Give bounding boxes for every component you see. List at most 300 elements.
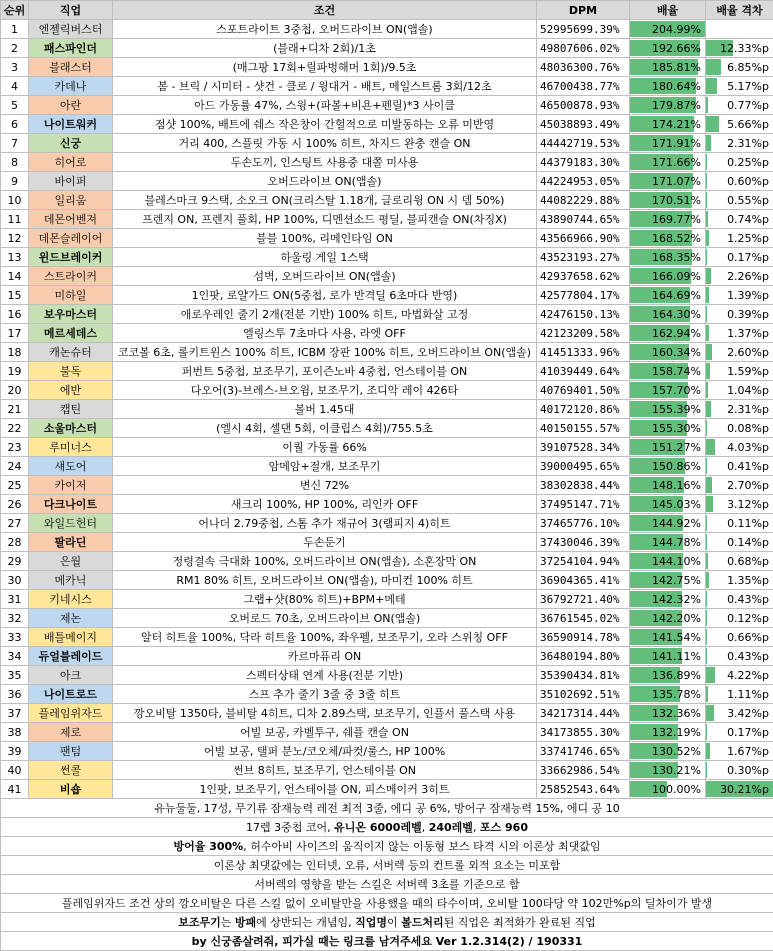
table-row <box>1 609 773 628</box>
ratio-gap-cell <box>706 514 773 533</box>
dpm-cell: 41451333.96% <box>537 343 630 362</box>
table-row <box>1 77 773 96</box>
ratio-gap-value: 2.26%p <box>706 268 773 285</box>
dpm-cell: 48036300.76% <box>537 58 630 77</box>
header-condition: 조건 <box>113 1 537 20</box>
dpm-cell: 40150155.57% <box>537 419 630 438</box>
table-row <box>1 343 773 362</box>
ratio-value: 155.39% <box>630 401 705 418</box>
job-cell: 데몬슬레이어 <box>29 229 113 248</box>
ratio-gap-value: 0.39%p <box>706 306 773 323</box>
condition-cell: 변신 72% <box>113 476 537 495</box>
dpm-cell: 37495147.71% <box>537 495 630 514</box>
condition-cell: 스펙터상태 연계 사용(전분 기반) <box>113 666 537 685</box>
ratio-cell <box>630 666 706 685</box>
dpm-cell: 37430046.39% <box>537 533 630 552</box>
dpm-cell: 37465776.10% <box>537 514 630 533</box>
table-row <box>1 248 773 267</box>
ratio-value: 169.77% <box>630 211 705 228</box>
condition-cell: 퍼번트 5중첩, 보조무기, 포이즌노바 4중첩, 언스테이블 ON <box>113 362 537 381</box>
table-row <box>1 324 773 343</box>
ratio-gap-value: 0.30%p <box>706 762 773 779</box>
ratio-gap-value: 0.43%p <box>706 648 773 665</box>
job-cell: 신궁 <box>29 134 113 153</box>
ratio-gap-cell <box>706 476 773 495</box>
condition-cell: 썬브 8히트, 보조무기, 언스테이블 ON <box>113 761 537 780</box>
job-cell: 비숍 <box>29 780 113 799</box>
dpm-cell: 52995699.39% <box>537 20 630 39</box>
ratio-cell <box>630 381 706 400</box>
dpm-cell: 44379183.30% <box>537 153 630 172</box>
rank-cell: 28 <box>1 533 29 552</box>
ratio-cell <box>630 20 706 39</box>
footnote-row <box>1 818 773 837</box>
ratio-gap-value: 1.35%p <box>706 572 773 589</box>
dpm-cell: 33662986.54% <box>537 761 630 780</box>
footnote-gear: 유뉴둘둘, 17성, 무기류 잠재능력 레전 최적 3줄, 에디 공 6%, 방어구 잠재능력 15%, 에디 공 10 <box>1 799 773 818</box>
condition-cell: 애로우레인 줄기 2개(전분 기반) 100% 히트, 마법화살 고정 <box>113 305 537 324</box>
ratio-gap-cell <box>706 172 773 191</box>
header-ratio-gap: 배율 격차 <box>706 1 773 20</box>
rank-cell: 41 <box>1 780 29 799</box>
ratio-gap-cell <box>706 115 773 134</box>
header-ratio: 배율 <box>630 1 706 20</box>
ratio-cell <box>630 647 706 666</box>
table-row <box>1 400 773 419</box>
job-cell: 나이트워커 <box>29 115 113 134</box>
ratio-cell <box>630 533 706 552</box>
table-row <box>1 704 773 723</box>
footnote-defense-value: 방어율 300% <box>174 840 244 853</box>
ratio-value: 144.78% <box>630 534 705 551</box>
ratio-cell <box>630 609 706 628</box>
ratio-gap-value: 12.33%p <box>706 40 773 57</box>
footnote-row <box>1 894 773 913</box>
ratio-cell <box>630 685 706 704</box>
footnote-flamewizard: 플레임위자드 조건 상의 깡오비탈은 다른 스킬 없이 오비탈만을 사용했을 때의 타수이며, 오비탈 100타당 약 102만%p의 딜차이가 발생 <box>1 894 773 913</box>
ratio-cell <box>630 172 706 191</box>
dpm-cell: 40769401.50% <box>537 381 630 400</box>
ratio-gap-value: 1.67%p <box>706 743 773 760</box>
job-cell: 카데나 <box>29 77 113 96</box>
dpm-cell: 41039449.64% <box>537 362 630 381</box>
condition-cell: 카르마퓨리 ON <box>113 647 537 666</box>
dpm-cell: 42123209.58% <box>537 324 630 343</box>
ratio-value: 168.52% <box>630 230 705 247</box>
ratio-cell <box>630 39 706 58</box>
table-row <box>1 666 773 685</box>
ratio-gap-value: 3.12%p <box>706 496 773 513</box>
dpm-cell: 39107528.34% <box>537 438 630 457</box>
table-row <box>1 590 773 609</box>
ratio-gap-cell <box>706 248 773 267</box>
table-row <box>1 153 773 172</box>
dpm-cell: 42577804.17% <box>537 286 630 305</box>
dpm-cell: 40172120.86% <box>537 400 630 419</box>
job-cell: 플레임위자드 <box>29 704 113 723</box>
ratio-gap-cell <box>706 571 773 590</box>
ratio-value: 145.03% <box>630 496 705 513</box>
job-cell: 미하일 <box>29 286 113 305</box>
rank-cell: 20 <box>1 381 29 400</box>
footnote-row <box>1 837 773 856</box>
ratio-gap-cell <box>706 780 773 799</box>
ratio-cell <box>630 438 706 457</box>
ratio-value: 100.00% <box>630 781 705 798</box>
table-row <box>1 571 773 590</box>
footnote-text: 에 상반되는 개념임, <box>256 916 355 929</box>
ratio-cell <box>630 362 706 381</box>
ratio-gap-value: 5.17%p <box>706 78 773 95</box>
ratio-value: 180.64% <box>630 78 705 95</box>
condition-cell: 블레스마크 9스택, 소오크 ON(크리스탈 1.18개, 글로리윙 ON 시 뎀 50%) <box>113 191 537 210</box>
footnote-text: , 허수아비 사이즈의 움직이지 않는 이동형 보스 타격 시의 이론상 최댓값임 <box>243 840 600 853</box>
ratio-value: 157.70% <box>630 382 705 399</box>
ratio-cell <box>630 191 706 210</box>
ratio-cell <box>630 552 706 571</box>
ratio-gap-cell <box>706 305 773 324</box>
condition-cell: 두손도끼, 인스팅트 사용중 대쫄 미사용 <box>113 153 537 172</box>
dpm-cell: 34217314.44% <box>537 704 630 723</box>
footnote-row <box>1 875 773 894</box>
ratio-cell <box>630 590 706 609</box>
job-cell: 데몬어벤져 <box>29 210 113 229</box>
ratio-gap-cell <box>706 324 773 343</box>
job-cell: 일리움 <box>29 191 113 210</box>
condition-cell: 어나더 2.79중첩, 스톰 추가 재규어 3(램피지 4)히트 <box>113 514 537 533</box>
ratio-cell <box>630 324 706 343</box>
footnote-level: 240레벨 <box>429 821 473 834</box>
ratio-value: 130.21% <box>630 762 705 779</box>
ratio-cell <box>630 210 706 229</box>
ratio-value: 164.69% <box>630 287 705 304</box>
ratio-value: 185.81% <box>630 59 705 76</box>
ratio-cell <box>630 400 706 419</box>
table-row <box>1 58 773 77</box>
table-row <box>1 286 773 305</box>
job-cell: 캐논슈터 <box>29 343 113 362</box>
table-row <box>1 172 773 191</box>
ratio-gap-value: 0.43%p <box>706 591 773 608</box>
condition-cell: 블블 100%, 리메인타임 ON <box>113 229 537 248</box>
ratio-gap-cell <box>706 229 773 248</box>
footnote-text: 17렙 3중첩 코어, <box>246 821 334 834</box>
dpm-cell: 43566966.90% <box>537 229 630 248</box>
condition-cell: 두손둔기 <box>113 533 537 552</box>
ratio-value: 142.20% <box>630 610 705 627</box>
job-cell: 제논 <box>29 609 113 628</box>
rank-cell: 9 <box>1 172 29 191</box>
job-cell: 아크 <box>29 666 113 685</box>
condition-cell: 이퀄 가동률 66% <box>113 438 537 457</box>
dpm-cell: 43890744.65% <box>537 210 630 229</box>
footnote-force: 포스 960 <box>480 821 528 834</box>
condition-cell: 어빌 보공, 카벨투구, 쉐플 캔슬 ON <box>113 723 537 742</box>
ratio-value: 141.54% <box>630 629 705 646</box>
job-cell: 히어로 <box>29 153 113 172</box>
job-cell: 듀얼블레이드 <box>29 647 113 666</box>
condition-cell: 1인팟, 보조무기, 언스테이블 ON, 피스메이커 3히트 <box>113 780 537 799</box>
job-cell: 제로 <box>29 723 113 742</box>
dpm-cell: 33741746.65% <box>537 742 630 761</box>
ratio-value: 136.89% <box>630 667 705 684</box>
job-cell: 불독 <box>29 362 113 381</box>
job-cell: 캡틴 <box>29 400 113 419</box>
ratio-value: 151.27% <box>630 439 705 456</box>
ratio-cell <box>630 780 706 799</box>
job-cell: 보우마스터 <box>29 305 113 324</box>
ratio-gap-value: 0.41%p <box>706 458 773 475</box>
ratio-value: 171.07% <box>630 173 705 190</box>
footnote-text: 는 <box>221 916 235 929</box>
footnote-core <box>1 818 773 837</box>
table-row <box>1 628 773 647</box>
table-row <box>1 476 773 495</box>
ratio-cell <box>630 248 706 267</box>
condition-cell: 코코볼 6초, 롤키트윈스 100% 히트, ICBM 장판 100% 히트, 오버드라이브 ON(앱솔) <box>113 343 537 362</box>
rank-cell: 17 <box>1 324 29 343</box>
ratio-gap-cell <box>706 495 773 514</box>
rank-cell: 33 <box>1 628 29 647</box>
dpm-cell: 35390434.81% <box>537 666 630 685</box>
rank-cell: 13 <box>1 248 29 267</box>
ratio-gap-cell <box>706 210 773 229</box>
job-cell: 메르세데스 <box>29 324 113 343</box>
rank-cell: 30 <box>1 571 29 590</box>
condition-cell: 오버드라이브 ON(앱솔) <box>113 172 537 191</box>
condition-cell: (블래+디차 2회)/1초 <box>113 39 537 58</box>
rank-cell: 15 <box>1 286 29 305</box>
ratio-gap-cell <box>706 286 773 305</box>
ratio-value: 142.75% <box>630 572 705 589</box>
ratio-value: 132.36% <box>630 705 705 722</box>
table-row <box>1 457 773 476</box>
job-cell: 아란 <box>29 96 113 115</box>
footnote-row <box>1 932 773 951</box>
dpm-cell: 49807606.02% <box>537 39 630 58</box>
ratio-cell <box>630 286 706 305</box>
ratio-gap-value: 2.60%p <box>706 344 773 361</box>
table-row <box>1 495 773 514</box>
ratio-gap-cell <box>706 438 773 457</box>
ratio-value: 141.11% <box>630 648 705 665</box>
condition-cell: 어빌 보공, 탤퍼 분노/코오체/파컷/룰스, HP 100% <box>113 742 537 761</box>
rank-cell: 26 <box>1 495 29 514</box>
ratio-value: 155.30% <box>630 420 705 437</box>
job-cell: 메카닉 <box>29 571 113 590</box>
condition-cell: 볼버 1.45대 <box>113 400 537 419</box>
rank-cell: 5 <box>1 96 29 115</box>
ratio-value: 204.99% <box>630 21 705 38</box>
ratio-cell <box>630 457 706 476</box>
ratio-gap-cell <box>706 77 773 96</box>
ratio-gap-value: 0.77%p <box>706 97 773 114</box>
header-rank: 순위 <box>1 1 29 20</box>
dpm-cell: 36480194.80% <box>537 647 630 666</box>
job-cell: 블래스터 <box>29 58 113 77</box>
job-cell: 스트라이커 <box>29 267 113 286</box>
ratio-gap-cell <box>706 134 773 153</box>
ratio-gap-value: 4.22%p <box>706 667 773 684</box>
dpm-cell: 44224953.05% <box>537 172 630 191</box>
rank-cell: 4 <box>1 77 29 96</box>
dpm-cell: 44442719.53% <box>537 134 630 153</box>
footnote-row <box>1 856 773 875</box>
ratio-gap-cell <box>706 590 773 609</box>
footnote-union: 유니온 6000레벨 <box>334 821 422 834</box>
job-cell: 바이퍼 <box>29 172 113 191</box>
dpm-cell: 36590914.78% <box>537 628 630 647</box>
ratio-gap-cell <box>706 362 773 381</box>
footnote-text: 이 <box>387 916 401 929</box>
rank-cell: 27 <box>1 514 29 533</box>
job-cell: 엔젤릭버스터 <box>29 20 113 39</box>
ratio-value: 166.09% <box>630 268 705 285</box>
table-row <box>1 210 773 229</box>
condition-cell: 봄 - 브릭 / 시미터 - 샷건 - 클로 / 윙대거 - 배트, 메일스트롬 3회/12초 <box>113 77 537 96</box>
ratio-gap-cell <box>706 609 773 628</box>
job-cell: 루미너스 <box>29 438 113 457</box>
condition-cell: 새크리 100%, HP 100%, 리인카 OFF <box>113 495 537 514</box>
footnote-text: 된 직업은 최적화가 완료된 직업 <box>444 916 596 929</box>
ratio-gap-cell <box>706 381 773 400</box>
ratio-cell <box>630 96 706 115</box>
dpm-cell: 43523193.27% <box>537 248 630 267</box>
ratio-cell <box>630 742 706 761</box>
ratio-gap-cell <box>706 666 773 685</box>
dpm-cell: 42937658.62% <box>537 267 630 286</box>
job-cell: 팔라딘 <box>29 533 113 552</box>
ratio-gap-value: 1.25%p <box>706 230 773 247</box>
ratio-cell <box>630 134 706 153</box>
condition-cell: 섬벽, 오버드라이브 ON(앱솔) <box>113 267 537 286</box>
rank-cell: 23 <box>1 438 29 457</box>
footnote-text: , <box>473 821 480 834</box>
ratio-cell <box>630 419 706 438</box>
ratio-gap-value: 2.31%p <box>706 135 773 152</box>
footnote-defense <box>1 837 773 856</box>
ratio-gap-value: 4.03%p <box>706 439 773 456</box>
ratio-cell <box>630 704 706 723</box>
condition-cell: 거리 400, 스플릿 가동 시 100% 히트, 차지드 완충 캔슬 ON <box>113 134 537 153</box>
rank-cell: 2 <box>1 39 29 58</box>
footnote-bold: 볼드처리 <box>401 916 444 929</box>
dpm-cell: 38302838.44% <box>537 476 630 495</box>
rank-cell: 12 <box>1 229 29 248</box>
footnote-legend <box>1 913 773 932</box>
dpm-cell: 36792721.40% <box>537 590 630 609</box>
dpm-cell: 39000495.65% <box>537 457 630 476</box>
condition-cell: 엘링스투 7초마다 사용, 라엣 OFF <box>113 324 537 343</box>
ratio-cell <box>630 514 706 533</box>
table-row <box>1 723 773 742</box>
table-row <box>1 419 773 438</box>
dpm-cell: 44082229.88% <box>537 191 630 210</box>
rank-cell: 34 <box>1 647 29 666</box>
ratio-cell <box>630 495 706 514</box>
ratio-gap-cell <box>706 153 773 172</box>
rank-cell: 40 <box>1 761 29 780</box>
ratio-value: 144.10% <box>630 553 705 570</box>
ratio-cell <box>630 476 706 495</box>
rank-cell: 3 <box>1 58 29 77</box>
ratio-cell <box>630 153 706 172</box>
condition-cell: RM1 80% 히트, 오버드라이브 ON(앱솔), 마미컨 100% 히트 <box>113 571 537 590</box>
header-dpm: DPM <box>537 1 630 20</box>
rank-cell: 39 <box>1 742 29 761</box>
ratio-cell <box>630 723 706 742</box>
header-row <box>1 1 773 20</box>
ratio-gap-cell <box>706 704 773 723</box>
ratio-gap-cell <box>706 20 773 39</box>
table-row <box>1 780 773 799</box>
ratio-value: 150.86% <box>630 458 705 475</box>
footnote-serverlag: 서버렉의 영향을 받는 스킬은 서버렉 3초를 기준으로 함 <box>1 875 773 894</box>
rank-cell: 36 <box>1 685 29 704</box>
ratio-gap-cell <box>706 58 773 77</box>
table-row <box>1 305 773 324</box>
table-row <box>1 267 773 286</box>
ratio-value: 164.30% <box>630 306 705 323</box>
ratio-value: 171.91% <box>630 135 705 152</box>
table-row <box>1 96 773 115</box>
rank-cell: 38 <box>1 723 29 742</box>
table-row <box>1 362 773 381</box>
rank-cell: 14 <box>1 267 29 286</box>
dpm-cell: 46500878.93% <box>537 96 630 115</box>
ratio-cell <box>630 77 706 96</box>
condition-cell: 프렌지 ON, 프렌지 풀회, HP 100%, 디멘션소드 평딜, 블피캔슬 ON(차징X) <box>113 210 537 229</box>
condition-cell: (매그팡 17회+릴파벙해머 1회)/9.5초 <box>113 58 537 77</box>
ratio-value: 168.35% <box>630 249 705 266</box>
ratio-value: 171.66% <box>630 154 705 171</box>
rank-cell: 6 <box>1 115 29 134</box>
condition-cell: 점샷 100%, 배트에 쉐스 작은창이 간헐적으로 미발동하는 오류 미반영 <box>113 115 537 134</box>
ratio-gap-value: 0.74%p <box>706 211 773 228</box>
dpm-cell: 42476150.13% <box>537 305 630 324</box>
table-row <box>1 191 773 210</box>
ratio-value: 158.74% <box>630 363 705 380</box>
ratio-gap-value: 6.85%p <box>706 59 773 76</box>
table-row <box>1 685 773 704</box>
ratio-gap-value: 0.08%p <box>706 420 773 437</box>
condition-cell: 암메암+절개, 보조무기 <box>113 457 537 476</box>
ratio-gap-cell <box>706 96 773 115</box>
table-row <box>1 647 773 666</box>
job-cell: 키네시스 <box>29 590 113 609</box>
ratio-cell <box>630 343 706 362</box>
ratio-value: 130.52% <box>630 743 705 760</box>
dpm-cell: 25852543.64% <box>537 780 630 799</box>
condition-cell: 오버로드 70초, 오버드라이브 ON(앱솔) <box>113 609 537 628</box>
table-row <box>1 20 773 39</box>
ratio-gap-value: 30.21%p <box>706 781 773 798</box>
ratio-gap-cell <box>706 723 773 742</box>
job-cell: 카이저 <box>29 476 113 495</box>
ratio-gap-value: 0.60%p <box>706 173 773 190</box>
ratio-gap-value: 0.17%p <box>706 249 773 266</box>
dpm-cell: 34173855.30% <box>537 723 630 742</box>
ratio-gap-cell <box>706 457 773 476</box>
ratio-gap-value: 0.25%p <box>706 154 773 171</box>
ratio-value: 192.66% <box>630 40 705 57</box>
rank-cell: 19 <box>1 362 29 381</box>
rank-cell: 8 <box>1 153 29 172</box>
table-row <box>1 115 773 134</box>
ratio-cell <box>630 571 706 590</box>
table-row <box>1 533 773 552</box>
ratio-cell <box>630 305 706 324</box>
